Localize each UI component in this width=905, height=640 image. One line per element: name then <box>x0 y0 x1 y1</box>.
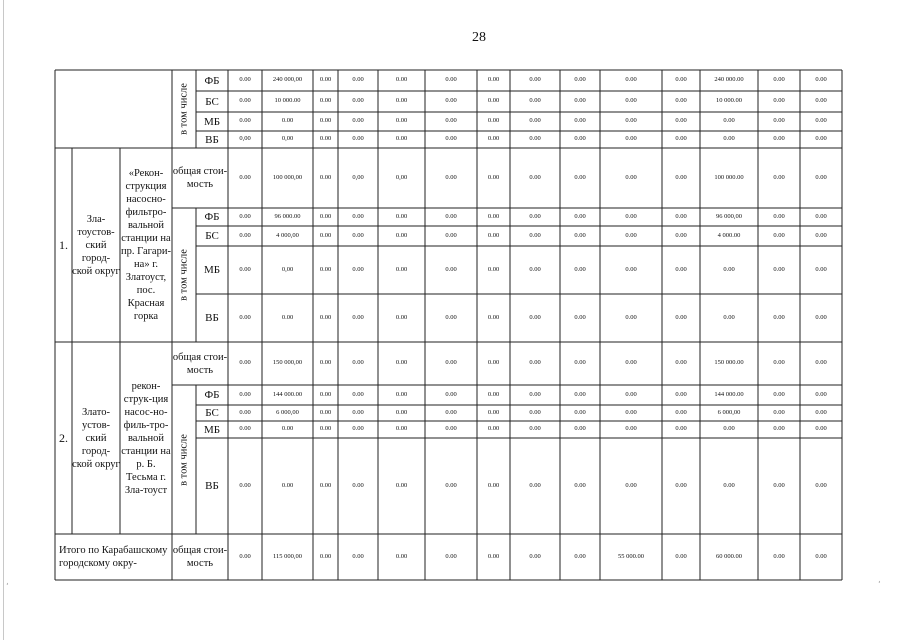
source-label: ВБ <box>205 312 219 324</box>
value-cell: 0,00 <box>395 173 408 181</box>
value-cell: 0.00 <box>445 425 457 433</box>
value-cell: 0.00 <box>445 97 457 105</box>
value-cell: 0.00 <box>773 390 785 398</box>
value-cell: 0.00 <box>675 408 687 416</box>
value-cell: 0.00 <box>675 117 687 125</box>
value-cell: 0.00 <box>445 265 457 273</box>
value-cell: 0.00 <box>319 117 332 125</box>
value-cell: 0.00 <box>319 97 332 105</box>
municipality-name: Зла-тоустов-ский город-ской округ <box>72 213 120 277</box>
value-cell: 0.00 <box>352 390 364 398</box>
value-cell: 0.00 <box>529 76 541 84</box>
value-cell: 0.00 <box>352 552 364 560</box>
value-cell: 0.00 <box>625 265 637 273</box>
value-cell: 0.00 <box>625 117 637 125</box>
value-cell: 0.00 <box>445 408 457 416</box>
value-cell: 0.00 <box>723 313 735 321</box>
value-cell: 0.00 <box>815 97 827 105</box>
value-cell: 0.00 <box>352 231 364 239</box>
value-cell: 0.00 <box>625 76 637 84</box>
value-cell: 0.00 <box>675 359 687 367</box>
value-cell: 0,00 <box>281 265 294 273</box>
value-cell: 0.00 <box>773 408 785 416</box>
value-cell: 0.00 <box>815 390 827 398</box>
value-cell: 0.00 <box>319 552 332 560</box>
value-cell: 0.00 <box>625 481 637 489</box>
value-cell: 0.00 <box>773 425 785 433</box>
object-name: «Рекон-струкция насосно-фильтро-вальной станции на пр. Гагари-на» г. Златоуст, пос. Красная горка <box>121 168 171 322</box>
value-cell: 0.00 <box>815 212 827 220</box>
value-cell: 0.00 <box>319 173 332 181</box>
value-cell: 0.00 <box>445 313 457 321</box>
value-cell: 0.00 <box>487 117 500 125</box>
value-cell: 0.00 <box>815 265 827 273</box>
value-cell: 0.00 <box>529 97 541 105</box>
source-label: МБ <box>203 423 221 436</box>
value-cell: 0.00 <box>773 212 785 220</box>
value-cell: 0.00 <box>319 481 332 489</box>
value-cell: 0.00 <box>773 481 785 489</box>
source-label: ВБ <box>205 480 219 492</box>
value-cell: 0.00 <box>395 97 408 105</box>
value-cell: 0.00 <box>574 313 586 321</box>
value-cell: 96 000.00 <box>274 212 301 220</box>
value-cell: 0.00 <box>574 117 586 125</box>
value-cell: 0.00 <box>239 173 251 181</box>
right-edge-mark: ¸ <box>878 574 881 583</box>
value-cell: 0.00 <box>352 313 364 321</box>
value-cell: 0.00 <box>239 212 251 220</box>
value-cell: 0.00 <box>815 425 827 433</box>
value-cell: 0.00 <box>281 313 294 321</box>
value-cell: 0.00 <box>574 481 586 489</box>
value-cell: 4 000,00 <box>276 231 299 239</box>
value-cell: 0.00 <box>529 390 541 398</box>
value-cell: 0.00 <box>529 117 541 125</box>
value-cell: 0.00 <box>574 212 586 220</box>
value-cell: 0.00 <box>239 76 251 84</box>
value-cell: 0.00 <box>487 265 500 273</box>
value-cell: 0.00 <box>487 481 500 489</box>
municipality-name: Злато-устов-ский город-ской округ <box>72 406 120 470</box>
value-cell: 0.00 <box>675 265 687 273</box>
source-label: БС <box>205 95 219 108</box>
value-cell: 0.00 <box>625 212 637 220</box>
value-cell: 0.00 <box>574 173 586 181</box>
value-cell: 240 000.00 <box>714 76 744 84</box>
value-cell: 0.00 <box>723 135 735 143</box>
value-cell: 0.00 <box>773 313 785 321</box>
value-cell: 10 000.00 <box>274 97 301 105</box>
value-cell: 0.00 <box>529 231 541 239</box>
value-cell: 0.00 <box>574 425 586 433</box>
value-cell: 0.00 <box>445 117 457 125</box>
value-cell: 6 000,00 <box>717 408 741 416</box>
value-cell: 0.00 <box>529 265 541 273</box>
value-cell: 0.00 <box>815 359 827 367</box>
value-cell: 0.00 <box>445 76 457 84</box>
in-total-vertical-label: в том числе <box>178 83 190 135</box>
value-cell: 0.00 <box>625 408 637 416</box>
value-cell: 0.00 <box>675 390 687 398</box>
value-cell: 0.00 <box>815 481 827 489</box>
value-cell: 0.00 <box>239 97 251 105</box>
value-cell: 0.00 <box>815 135 827 143</box>
value-cell: 0.00 <box>574 552 586 560</box>
source-label: МБ <box>203 264 221 276</box>
source-label: БС <box>205 407 219 419</box>
value-cell: 0.00 <box>352 76 364 84</box>
value-cell: 0.00 <box>395 231 408 239</box>
value-cell: 0.00 <box>815 552 827 560</box>
value-cell: 0.00 <box>352 117 364 125</box>
value-cell: 10 000.00 <box>716 97 742 105</box>
value-cell: 6 000,00 <box>276 408 299 416</box>
value-cell: 0.00 <box>239 265 251 273</box>
entry-number: 2. <box>59 430 68 445</box>
value-cell: 0.00 <box>723 265 735 273</box>
value-cell: 0.00 <box>319 408 332 416</box>
value-cell: 0.00 <box>487 552 500 560</box>
value-cell: 55 000.00 <box>618 552 644 560</box>
value-cell: 0.00 <box>395 425 408 433</box>
value-cell: 0.00 <box>723 425 735 433</box>
value-cell: 0.00 <box>574 76 586 84</box>
value-cell: 0.00 <box>395 117 408 125</box>
value-cell: 0.00 <box>773 97 785 105</box>
value-cell: 0.00 <box>487 76 500 84</box>
value-cell: 0.00 <box>773 117 785 125</box>
value-cell: 0.00 <box>319 212 332 220</box>
value-cell: 0.00 <box>239 231 251 239</box>
left-edge-mark: ¸ <box>6 576 9 585</box>
value-cell: 0.00 <box>239 313 251 321</box>
value-cell: 0.00 <box>815 173 827 181</box>
value-cell: 0.00 <box>352 265 364 273</box>
value-cell: 0,00 <box>352 173 364 181</box>
value-cell: 0.00 <box>675 97 687 105</box>
value-cell: 0.00 <box>529 359 541 367</box>
value-cell: 0.00 <box>574 135 586 143</box>
value-cell: 0,00 <box>281 135 294 143</box>
value-cell: 0.00 <box>574 265 586 273</box>
value-cell: 0.00 <box>395 552 408 560</box>
value-cell: 0.00 <box>675 76 687 84</box>
value-cell: 0.00 <box>395 76 408 84</box>
value-cell: 0.00 <box>773 265 785 273</box>
value-cell: 150 000.00 <box>714 359 744 367</box>
source-label: ФБ <box>204 74 220 87</box>
value-cell: 0.00 <box>239 359 251 367</box>
value-cell: 0.00 <box>319 76 332 84</box>
entry-number: 1. <box>59 237 68 252</box>
value-cell: 0.00 <box>352 425 364 433</box>
value-cell: 0.00 <box>723 481 735 489</box>
value-cell: 0.00 <box>395 265 408 273</box>
value-cell: 0.00 <box>487 135 500 143</box>
value-cell: 0.00 <box>773 359 785 367</box>
value-cell: 0.00 <box>487 212 500 220</box>
in-total-vertical-label: в том числе <box>178 249 190 301</box>
value-cell: 0.00 <box>773 173 785 181</box>
value-cell: 0.00 <box>675 173 687 181</box>
value-cell: 0.00 <box>239 481 251 489</box>
value-cell: 0.00 <box>625 97 637 105</box>
total-cost-label: общая стои-мость <box>172 166 228 190</box>
value-cell: 0.00 <box>574 231 586 239</box>
value-cell: 0.00 <box>239 408 251 416</box>
value-cell: 0.00 <box>675 231 687 239</box>
value-cell: 0.00 <box>395 390 408 398</box>
value-cell: 0,00 <box>239 135 251 143</box>
value-cell: 0.00 <box>529 408 541 416</box>
value-cell: 0.00 <box>319 425 332 433</box>
value-cell: 115 000,00 <box>272 552 302 560</box>
value-cell: 0.00 <box>487 173 500 181</box>
value-cell: 0.00 <box>815 76 827 84</box>
value-cell: 0.00 <box>773 552 785 560</box>
value-cell: 0.00 <box>395 212 408 220</box>
value-cell: 0.00 <box>319 265 332 273</box>
value-cell: 0.00 <box>529 552 541 560</box>
value-cell: 0.00 <box>815 117 827 125</box>
value-cell: 0.00 <box>625 359 637 367</box>
value-cell: 144 000.00 <box>714 390 744 398</box>
summary-label: Итого по Карабашскому городскому окру- <box>59 545 168 569</box>
value-cell: 0.00 <box>352 97 364 105</box>
value-cell: 0.00 <box>675 135 687 143</box>
value-cell: 0.00 <box>574 390 586 398</box>
value-cell: 0.00 <box>395 359 408 367</box>
value-cell: 60 000.00 <box>716 552 742 560</box>
value-cell: 0.00 <box>445 173 457 181</box>
value-cell: 0.00 <box>574 97 586 105</box>
total-cost-label: общая стои-мость <box>172 351 228 376</box>
value-cell: 0.00 <box>625 173 637 181</box>
value-cell: 0.00 <box>625 231 637 239</box>
value-cell: 0.00 <box>487 231 500 239</box>
value-cell: 0.00 <box>574 408 586 416</box>
in-total-vertical-label: в том числе <box>178 433 190 486</box>
value-cell: 0.00 <box>815 231 827 239</box>
value-cell: 0.00 <box>352 359 364 367</box>
value-cell: 96 000,00 <box>716 212 742 220</box>
value-cell: 0.00 <box>487 313 500 321</box>
value-cell: 0.00 <box>319 359 332 367</box>
page-number: 28 <box>472 30 486 45</box>
value-cell: 4 000.00 <box>717 231 741 239</box>
value-cell: 0.00 <box>625 390 637 398</box>
value-cell: 0.00 <box>723 117 735 125</box>
value-cell: 0.00 <box>445 212 457 220</box>
value-cell: 0.00 <box>529 173 541 181</box>
value-cell: 0.00 <box>239 390 251 398</box>
value-cell: 0.00 <box>319 390 332 398</box>
value-cell: 0.00 <box>625 425 637 433</box>
value-cell: 0.00 <box>445 390 457 398</box>
value-cell: 0.00 <box>529 135 541 143</box>
source-label: ФБ <box>204 389 220 401</box>
value-cell: 0.00 <box>773 135 785 143</box>
value-cell: 0.00 <box>815 313 827 321</box>
value-cell: 0.00 <box>625 313 637 321</box>
value-cell: 0.00 <box>773 231 785 239</box>
value-cell: 0.00 <box>773 76 785 84</box>
value-cell: 0.00 <box>487 425 500 433</box>
value-cell: 0.00 <box>487 359 500 367</box>
value-cell: 0.00 <box>529 212 541 220</box>
value-cell: 0.00 <box>487 97 500 105</box>
value-cell: 0.00 <box>529 425 541 433</box>
value-cell: 0.00 <box>352 212 364 220</box>
value-cell: 0.00 <box>487 408 500 416</box>
value-cell: 0.00 <box>239 117 251 125</box>
source-label: ВБ <box>205 133 219 146</box>
value-cell: 0.00 <box>445 552 457 560</box>
source-label: БС <box>205 230 219 242</box>
total-cost-label: общая стои-мость <box>172 545 228 569</box>
value-cell: 0.00 <box>281 425 294 433</box>
source-label: МБ <box>203 115 221 128</box>
value-cell: 0.00 <box>574 359 586 367</box>
value-cell: 0.00 <box>352 135 364 143</box>
value-cell: 144 000.00 <box>272 390 303 398</box>
value-cell: 0.00 <box>529 481 541 489</box>
value-cell: 0.00 <box>281 117 294 125</box>
value-cell: 0.00 <box>395 135 408 143</box>
value-cell: 0.00 <box>675 313 687 321</box>
value-cell: 0.00 <box>625 135 637 143</box>
value-cell: 0.00 <box>445 359 457 367</box>
value-cell: 240 000,00 <box>272 76 303 84</box>
value-cell: 0.00 <box>395 408 408 416</box>
value-cell: 0.00 <box>352 481 364 489</box>
value-cell: 0.00 <box>445 135 457 143</box>
source-label: ФБ <box>204 211 220 223</box>
value-cell: 0.00 <box>395 313 408 321</box>
object-name: рекон-струк-ция насос-но-филь-тро-вальной станции на р. Б. Тесьма г. Зла-тоуст <box>121 380 171 496</box>
value-cell: 150 000,00 <box>272 359 303 367</box>
value-cell: 0.00 <box>352 408 364 416</box>
value-cell: 0.00 <box>319 231 332 239</box>
value-cell: 0.00 <box>487 390 500 398</box>
value-cell: 0.00 <box>395 481 408 489</box>
value-cell: 100 000.00 <box>714 173 744 181</box>
value-cell: 0.00 <box>675 425 687 433</box>
value-cell: 0.00 <box>815 408 827 416</box>
value-cell: 0.00 <box>281 481 294 489</box>
value-cell: 0.00 <box>675 552 687 560</box>
value-cell: 0.00 <box>675 212 687 220</box>
value-cell: 0.00 <box>319 313 332 321</box>
value-cell: 0.00 <box>445 231 457 239</box>
value-cell: 0.00 <box>239 425 251 433</box>
value-cell: 0.00 <box>319 135 332 143</box>
value-cell: 0.00 <box>445 481 457 489</box>
value-cell: 0.00 <box>529 313 541 321</box>
value-cell: 100 000,00 <box>272 173 303 181</box>
value-cell: 0.00 <box>239 552 251 560</box>
value-cell: 0.00 <box>675 481 687 489</box>
